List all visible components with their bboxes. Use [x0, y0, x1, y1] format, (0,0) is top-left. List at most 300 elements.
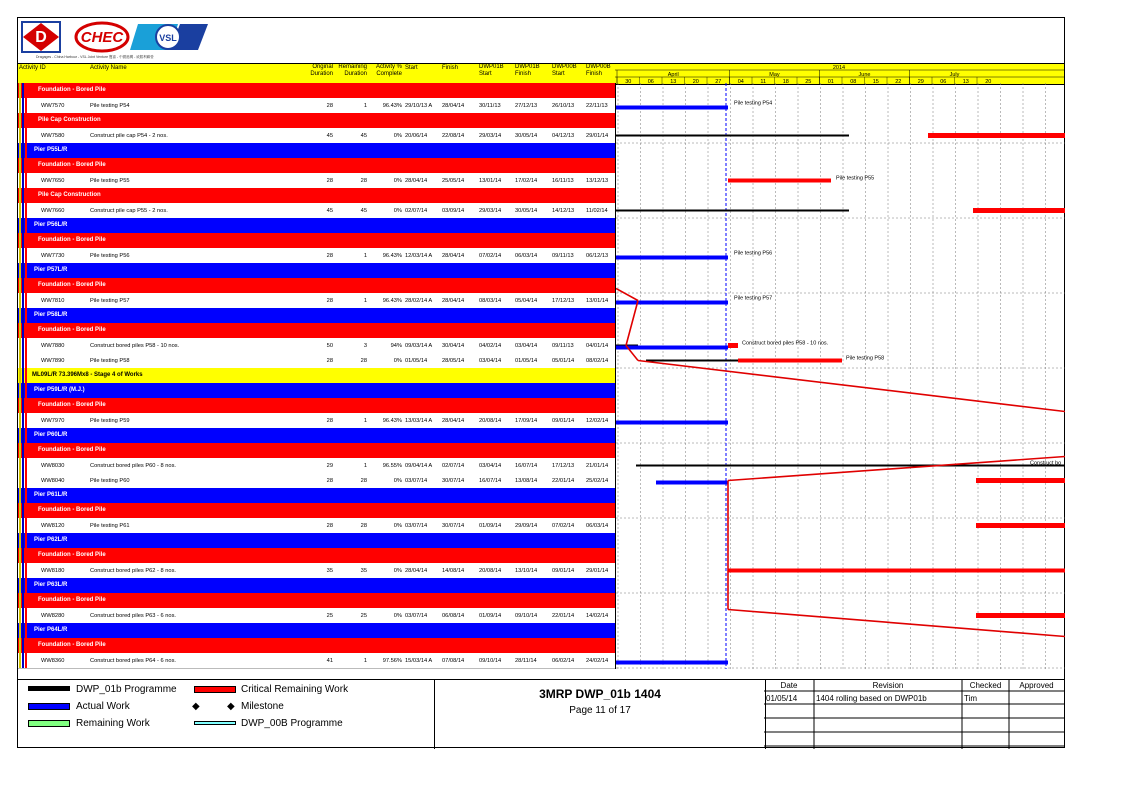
start-date: 28/04/14 — [405, 178, 428, 184]
bar-label: Pile testing P55 — [836, 175, 875, 182]
dwp01b-start: 20/08/14 — [479, 568, 502, 574]
row-level-strip — [18, 383, 28, 398]
col-dwp00b-finish[interactable]: DWP00B Finish — [586, 64, 611, 77]
dwp01b-finish: 13/08/14 — [515, 478, 538, 484]
dwp00b-start: 06/02/14 — [552, 658, 575, 664]
percent-complete: 0% — [393, 523, 402, 529]
actual-work-bar[interactable] — [616, 661, 728, 665]
group-label: Pier P59L/R (M.J.) — [34, 387, 85, 393]
finish-date: 30/07/14 — [442, 523, 465, 529]
activity-id: WW7880 — [41, 343, 65, 349]
table-row[interactable] — [18, 413, 615, 429]
table-row[interactable] — [18, 518, 615, 534]
activity-name: Pile testing P56 — [90, 253, 130, 259]
group-header-section[interactable] — [18, 233, 615, 248]
group-header-pier[interactable] — [18, 383, 615, 398]
row-level-strip — [18, 353, 28, 368]
timeline-month: April — [667, 72, 679, 78]
group-header-section[interactable] — [18, 113, 615, 128]
group-label: Pier P62L/R — [34, 537, 68, 543]
timeline-week: 01 — [827, 79, 834, 84]
percent-complete: 0% — [393, 133, 402, 139]
group-label: Foundation - Bored Pile — [38, 597, 106, 603]
percent-complete: 0% — [393, 358, 402, 364]
finish-date: 28/04/14 — [442, 298, 465, 304]
start-date: 02/07/14 — [405, 208, 428, 214]
dwp00b-start: 09/11/13 — [552, 253, 574, 259]
column-header-bar — [18, 63, 1064, 85]
start-date: 15/03/14 A — [405, 658, 433, 664]
percent-complete: 0% — [393, 208, 402, 214]
remaining-duration: 28 — [360, 523, 367, 529]
col-dwp01b-finish[interactable]: DWP01B Finish — [515, 64, 540, 77]
group-header-section[interactable] — [18, 548, 615, 563]
col-start[interactable]: Start — [405, 65, 418, 71]
finish-date: 28/04/14 — [442, 253, 465, 259]
dwp00b-start: 17/12/13 — [552, 298, 575, 304]
dwp01b-start: 30/11/13 — [479, 103, 501, 109]
timeline-week: 06 — [647, 79, 654, 84]
critical-work-bar[interactable] — [928, 133, 1065, 138]
dwp00b-start: 26/10/13 — [552, 103, 575, 109]
activity-id: WW8280 — [41, 613, 65, 619]
dwp00b-finish: 22/11/13 — [586, 103, 608, 109]
rev-header-date: Date — [780, 681, 798, 690]
activity-name: Pile testing P59 — [90, 418, 130, 424]
dwp01b-finish: 09/10/14 — [515, 613, 538, 619]
group-header-section[interactable] — [18, 443, 615, 458]
original-duration: 35 — [326, 568, 333, 574]
dwp00b-finish: 06/12/13 — [586, 253, 609, 259]
row-level-strip — [18, 278, 28, 293]
group-label: Foundation - Bored Pile — [38, 162, 106, 168]
finish-date: 28/04/14 — [442, 103, 465, 109]
actual-work-bar[interactable] — [616, 421, 728, 425]
dwp01b-start: 09/10/14 — [479, 658, 502, 664]
dwp01b-start: 20/08/14 — [479, 418, 502, 424]
row-level-strip — [18, 548, 28, 563]
remaining-duration: 28 — [360, 478, 367, 484]
dwp01b-start: 29/03/14 — [479, 208, 502, 214]
timeline-week: 20 — [985, 79, 992, 84]
group-header-section[interactable] — [18, 323, 615, 338]
timeline-week: 18 — [782, 79, 789, 84]
original-duration: 28 — [326, 253, 333, 259]
row-level-strip — [18, 308, 28, 323]
rev-header-revision: Revision — [872, 681, 904, 690]
row-level-strip — [18, 578, 28, 593]
dwp00b-finish: 06/03/14 — [586, 523, 609, 529]
finish-date: 07/08/14 — [442, 658, 465, 664]
dwp01b-start: 01/09/14 — [479, 613, 502, 619]
percent-complete: 96.43% — [382, 103, 402, 109]
group-header-pier[interactable] — [18, 533, 615, 548]
group-header-section[interactable] — [18, 83, 615, 98]
start-date: 09/04/14 A — [405, 463, 433, 469]
row-level-strip — [18, 188, 28, 203]
dwp00b-finish: 24/02/14 — [586, 658, 609, 664]
logo-d-letter: D — [35, 29, 47, 46]
table-row[interactable] — [18, 653, 615, 669]
dwp00b-start: 09/01/14 — [552, 568, 575, 574]
legend-dwp00b-swatch — [194, 721, 236, 725]
activity-id: WW7730 — [41, 253, 65, 259]
activity-name: Pile testing P57 — [90, 298, 130, 304]
percent-complete: 96.43% — [382, 418, 402, 424]
rev-checked: Tim — [964, 694, 978, 703]
bar-label: Construct bored piles P58 - 10 nos. — [742, 340, 829, 347]
timeline-month: July — [949, 72, 960, 78]
table-row[interactable] — [18, 458, 615, 474]
finish-date: 28/05/14 — [442, 358, 465, 364]
col-dwp00b-start[interactable]: DWP00B Start — [552, 64, 577, 77]
group-header-pier[interactable] — [18, 143, 615, 158]
dwp00b-finish: 04/01/14 — [586, 343, 609, 349]
programme-bar[interactable] — [616, 210, 849, 212]
row-level-strip — [18, 83, 28, 98]
dwp01b-finish: 03/04/14 — [515, 343, 538, 349]
critical-link-line — [728, 457, 1065, 481]
revision-grid — [764, 680, 1064, 749]
original-duration: 45 — [326, 133, 333, 139]
finish-date: 02/07/14 — [442, 463, 465, 469]
row-level-strip — [18, 623, 28, 638]
dwp00b-start: 16/11/13 — [552, 178, 574, 184]
critical-work-bar[interactable] — [976, 613, 1065, 618]
dwp00b-finish: 08/02/14 — [586, 358, 609, 364]
timeline-week: 27 — [715, 79, 722, 84]
legend-remaining: Remaining Work — [76, 718, 150, 729]
group-header-section[interactable] — [18, 638, 615, 653]
col-activity-name[interactable]: Activity Name — [90, 65, 127, 71]
finish-date: 28/04/14 — [442, 418, 465, 424]
group-header-pier[interactable] — [18, 428, 615, 443]
percent-complete: 0% — [393, 478, 402, 484]
activity-id: WW7580 — [41, 133, 65, 139]
table-row[interactable] — [18, 173, 615, 189]
finish-date: 22/08/14 — [442, 133, 465, 139]
group-label: ML09L/R 73.396Mx8 - Stage 4 of Works — [32, 372, 143, 378]
start-date: 03/07/14 — [405, 523, 428, 529]
row-level-strip — [18, 338, 28, 353]
bar-label: Pile testing P57 — [734, 295, 773, 302]
programme-bar[interactable] — [636, 465, 1065, 467]
logo-chec: CHEC — [80, 29, 124, 46]
activity-id: WW7570 — [41, 103, 65, 109]
dwp01b-finish: 28/11/14 — [515, 658, 537, 664]
dwp00b-finish: 29/01/14 — [586, 568, 609, 574]
row-level-strip — [18, 563, 28, 578]
company-logos — [20, 20, 260, 56]
start-date: 03/07/14 — [405, 478, 428, 484]
original-duration: 29 — [326, 463, 333, 469]
remaining-duration: 28 — [360, 178, 367, 184]
group-header-pier[interactable] — [18, 218, 615, 233]
dwp00b-finish: 13/12/13 — [586, 178, 609, 184]
percent-complete: 97.56% — [382, 658, 402, 664]
critical-work-bar[interactable] — [728, 569, 1065, 573]
dwp01b-start: 03/04/14 — [479, 463, 502, 469]
page-number: Page 11 of 17 — [569, 705, 631, 716]
group-label: Foundation - Bored Pile — [38, 642, 106, 648]
rev-header-checked: Checked — [969, 681, 1002, 690]
group-header-section[interactable] — [18, 158, 615, 173]
critical-work-bar[interactable] — [976, 523, 1065, 528]
row-level-strip — [18, 293, 28, 308]
group-label: Pier P55L/R — [34, 147, 68, 153]
group-header-pier[interactable] — [18, 308, 615, 323]
col-finish[interactable]: Finish — [442, 65, 459, 71]
remaining-duration: 45 — [360, 208, 367, 214]
col-activity-id[interactable]: Activity ID — [19, 65, 46, 71]
timeline-week: 08 — [850, 79, 857, 84]
percent-complete: 0% — [393, 178, 402, 184]
row-level-strip — [18, 173, 28, 188]
dwp00b-finish: 12/02/14 — [586, 418, 609, 424]
timeline-week: 15 — [872, 79, 879, 84]
group-header-section[interactable] — [18, 188, 615, 203]
remaining-duration: 25 — [360, 613, 367, 619]
activity-name: Pile testing P60 — [90, 478, 130, 484]
row-level-strip — [18, 233, 28, 248]
remaining-duration: 45 — [360, 133, 367, 139]
start-date: 01/05/14 — [405, 358, 428, 364]
dwp00b-start: 05/01/14 — [552, 358, 575, 364]
table-row[interactable] — [18, 353, 615, 369]
dwp00b-finish: 25/02/14 — [586, 478, 609, 484]
actual-work-bar[interactable] — [656, 481, 728, 485]
finish-date: 25/05/14 — [442, 178, 465, 184]
critical-work-bar[interactable] — [976, 478, 1065, 483]
remaining-duration: 1 — [363, 463, 367, 469]
dwp00b-start: 14/12/13 — [552, 208, 575, 214]
activity-name: Construct pile cap P54 - 2 nos. — [90, 133, 168, 139]
table-row[interactable] — [18, 473, 615, 489]
row-level-strip — [18, 488, 28, 503]
activity-id: WW7810 — [41, 298, 65, 304]
row-level-strip — [18, 128, 28, 143]
logo-tagline: Dragages - China Harbour - VSL Joint Venture 寶嘉 - 中國港灣 - 威勝利聯營 — [36, 55, 154, 59]
bar-label: Pile testing P58 — [846, 355, 885, 362]
timeline-week: 25 — [805, 79, 812, 84]
programme-bar[interactable] — [616, 135, 849, 137]
start-date: 29/10/13 A — [405, 103, 433, 109]
finish-date: 03/09/14 — [442, 208, 465, 214]
dwp01b-finish: 27/12/13 — [515, 103, 538, 109]
table-row[interactable] — [18, 248, 615, 264]
programme-bar[interactable] — [646, 360, 738, 362]
dwp01b-finish: 29/09/14 — [515, 523, 538, 529]
group-label: Pier P64L/R — [34, 627, 68, 633]
legend-programme: DWP_01b Programme — [76, 684, 177, 695]
dwp01b-start: 03/04/14 — [479, 358, 502, 364]
group-header-section[interactable] — [18, 278, 615, 293]
group-header-pier[interactable] — [18, 488, 615, 503]
diamond-icon: ◆ — [227, 701, 235, 712]
remaining-duration: 3 — [363, 343, 367, 349]
group-header-pier[interactable] — [18, 263, 615, 278]
activity-name: Construct bored piles P60 - 8 nos. — [90, 463, 176, 469]
start-date: 13/03/14 A — [405, 418, 433, 424]
percent-complete: 0% — [393, 568, 402, 574]
table-row[interactable] — [18, 203, 615, 219]
row-level-strip — [18, 323, 28, 338]
row-level-strip — [18, 533, 28, 548]
start-date: 20/06/14 — [405, 133, 428, 139]
critical-link-line — [616, 289, 638, 301]
dwp00b-finish: 14/02/14 — [586, 613, 609, 619]
percent-complete: 96.43% — [382, 253, 402, 259]
table-row[interactable] — [18, 128, 615, 144]
group-header-section[interactable] — [18, 503, 615, 518]
original-duration: 28 — [326, 358, 333, 364]
dwp01b-finish: 30/05/14 — [515, 208, 538, 214]
critical-work-bar[interactable] — [728, 343, 738, 348]
activity-id: WW7650 — [41, 178, 65, 184]
legend-critical: Critical Remaining Work — [241, 684, 349, 695]
group-label: Foundation - Bored Pile — [38, 552, 106, 558]
actual-work-bar[interactable] — [616, 346, 728, 350]
table-row[interactable] — [18, 293, 615, 309]
activity-name: Pile testing P55 — [90, 178, 130, 184]
group-label: Foundation - Bored Pile — [38, 507, 106, 513]
original-duration: 28 — [326, 523, 333, 529]
rev-date: 01/05/14 — [766, 694, 798, 703]
start-date: 09/03/14 A — [405, 343, 433, 349]
finish-date: 30/04/14 — [442, 343, 465, 349]
legend-critical-swatch — [194, 686, 236, 693]
start-date: 12/03/14 A — [405, 253, 433, 259]
critical-work-bar[interactable] — [728, 179, 831, 183]
row-level-strip — [18, 218, 28, 233]
row-level-strip — [18, 368, 28, 383]
activity-table — [18, 83, 615, 669]
remaining-duration: 1 — [363, 253, 367, 259]
original-duration: 28 — [326, 418, 333, 424]
row-level-strip — [18, 263, 28, 278]
group-header-section[interactable] — [18, 398, 615, 413]
dwp00b-start: 22/01/14 — [552, 478, 575, 484]
col-activity-complete[interactable]: Activity % Complete — [375, 64, 402, 77]
dwp00b-start: 09/01/14 — [552, 418, 575, 424]
group-header-section[interactable] — [18, 593, 615, 608]
col-original-duration[interactable]: Original Duration — [310, 64, 333, 77]
timeline-week: 30 — [625, 79, 632, 84]
group-label: Pier P60L/R — [34, 432, 68, 438]
group-label: Foundation - Bored Pile — [38, 402, 106, 408]
start-date: 28/04/14 — [405, 568, 428, 574]
remaining-duration: 1 — [363, 658, 367, 664]
row-level-strip — [18, 638, 28, 653]
activity-name: Construct bored piles P64 - 6 nos. — [90, 658, 176, 664]
row-level-strip — [18, 458, 28, 473]
activity-name: Construct bored piles P58 - 10 nos. — [90, 343, 180, 349]
activity-name: Construct pile cap P55 - 2 nos. — [90, 208, 168, 214]
activity-id: WW7970 — [41, 418, 65, 424]
critical-work-bar[interactable] — [973, 208, 1065, 213]
legend-actual: Actual Work — [76, 701, 130, 712]
col-dwp01b-start[interactable]: DWP01B Start — [479, 64, 504, 77]
row-level-strip — [18, 143, 28, 158]
original-duration: 25 — [326, 613, 333, 619]
activity-name: Pile testing P61 — [90, 523, 130, 529]
bar-label: Pile testing P56 — [734, 250, 773, 257]
dwp01b-start: 07/02/14 — [479, 253, 502, 259]
group-label: Foundation - Bored Pile — [38, 237, 106, 243]
dwp01b-start: 08/03/14 — [479, 298, 502, 304]
group-label: Pier P63L/R — [34, 582, 68, 588]
dwp00b-start: 17/12/13 — [552, 463, 575, 469]
critical-link-line — [626, 301, 638, 346]
dwp00b-start: 07/02/14 — [552, 523, 575, 529]
row-level-strip — [18, 518, 28, 533]
finish-date: 14/08/14 — [442, 568, 465, 574]
row-level-strip — [18, 593, 28, 608]
timeline-week: 11 — [760, 79, 767, 84]
row-level-strip — [18, 203, 28, 218]
group-label: Pile Cap Construction — [38, 117, 101, 123]
table-row[interactable] — [18, 563, 615, 579]
timeline-month: May — [769, 72, 780, 78]
revision-table — [764, 679, 1064, 749]
dwp01b-start: 13/01/14 — [479, 178, 502, 184]
original-duration: 28 — [326, 298, 333, 304]
timeline-week: 13 — [962, 79, 969, 84]
dwp01b-start: 16/07/14 — [479, 478, 502, 484]
group-label: Foundation - Bored Pile — [38, 87, 106, 93]
original-duration: 41 — [326, 658, 333, 664]
activity-id: WW8040 — [41, 478, 65, 484]
activity-id: WW8360 — [41, 658, 65, 664]
timeline-month: June — [858, 72, 871, 78]
row-level-strip — [18, 398, 28, 413]
group-header-pier[interactable] — [18, 623, 615, 638]
timeline-year: 2014 — [832, 65, 846, 71]
group-label: Pier P58L/R — [34, 312, 68, 318]
group-header-pier[interactable] — [18, 578, 615, 593]
group-label: Foundation - Bored Pile — [38, 447, 106, 453]
dwp01b-finish: 16/07/14 — [515, 463, 538, 469]
table-row[interactable] — [18, 608, 615, 624]
row-level-strip — [18, 158, 28, 173]
group-label: Foundation - Bored Pile — [38, 282, 106, 288]
group-label: Pile Cap Construction — [38, 192, 101, 198]
dwp01b-finish: 17/02/14 — [515, 178, 538, 184]
critical-work-bar[interactable] — [738, 359, 842, 363]
col-remaining-duration[interactable]: Remaining Duration — [338, 64, 367, 77]
bar-label: Pile testing P54 — [734, 100, 773, 107]
actual-work-bar[interactable] — [616, 106, 728, 110]
dwp01b-start: 01/09/14 — [479, 523, 502, 529]
activity-id: WW8180 — [41, 568, 65, 574]
actual-work-bar[interactable] — [616, 301, 728, 305]
group-label: Foundation - Bored Pile — [38, 327, 106, 333]
dwp00b-start: 04/12/13 — [552, 133, 575, 139]
group-label: Pier P57L/R — [34, 267, 68, 273]
timeline-week: 29 — [917, 79, 924, 84]
group-label: Pier P61L/R — [34, 492, 68, 498]
dwp00b-start: 22/01/14 — [552, 613, 575, 619]
remaining-duration: 1 — [363, 298, 367, 304]
activity-id: WW7890 — [41, 358, 65, 364]
table-row[interactable] — [18, 338, 615, 354]
table-row[interactable] — [18, 98, 615, 114]
dwp00b-start: 09/11/13 — [552, 343, 574, 349]
actual-work-bar[interactable] — [616, 256, 728, 260]
legend-remaining-swatch — [28, 720, 70, 727]
dwp01b-finish: 13/10/14 — [515, 568, 538, 574]
group-header-stage[interactable] — [18, 368, 615, 383]
